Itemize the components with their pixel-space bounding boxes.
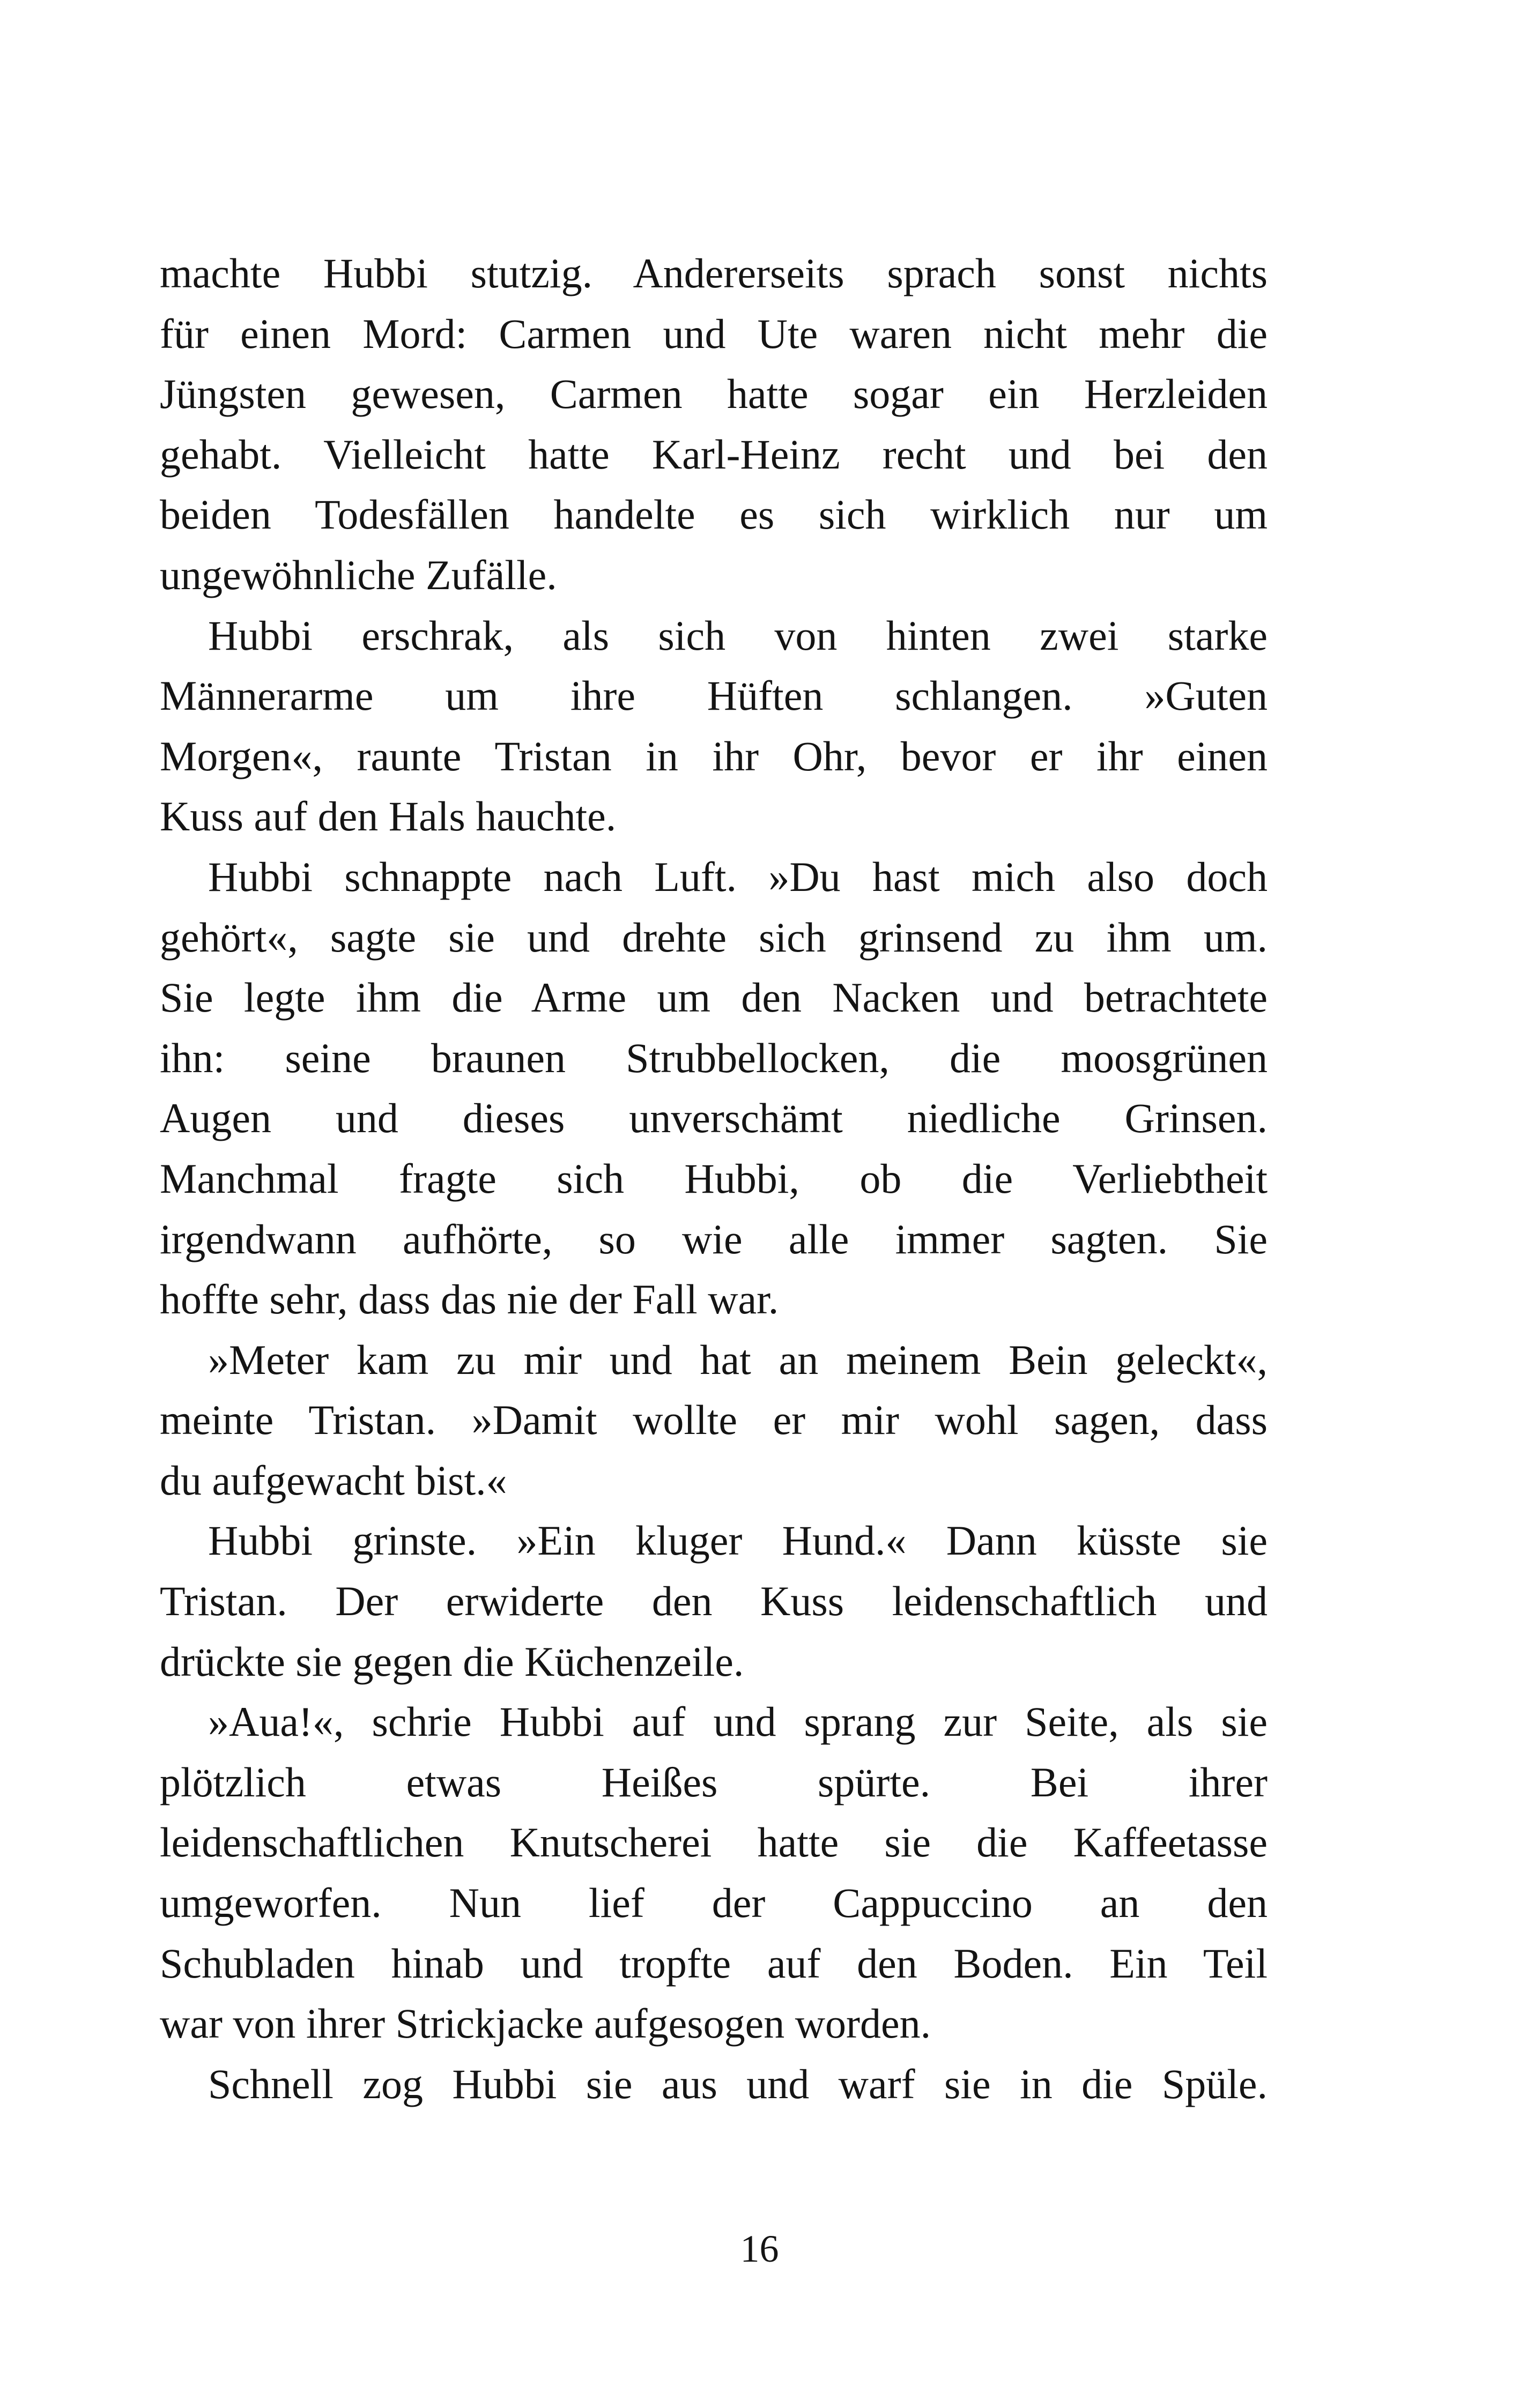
text-line: Manchmal fragte sich Hubbi, ob die Verliebtheit	[160, 1155, 1268, 1202]
text-line: Jüngsten gewesen, Carmen hatte sogar ein Herzleiden	[160, 370, 1268, 418]
text-line: Männerarme um ihre Hüften schlangen. »Guten	[160, 672, 1268, 719]
text-line: gehört«, sagte sie und drehte sich grinsend zu ihm um.	[160, 913, 1268, 961]
text-line: Sie legte ihm die Arme um den Nacken und betrachtete	[160, 974, 1268, 1021]
text-line: umgeworfen. Nun lief der Cappuccino an den	[160, 1879, 1268, 1927]
page-number: 16	[740, 2227, 779, 2270]
text-line: Morgen«, raunte Tristan in ihr Ohr, bevor er ihr einen	[160, 732, 1268, 779]
text-line: plötzlich etwas Heißes spürte. Bei ihrer	[160, 1758, 1268, 1805]
text-line: leidenschaftlichen Knutscherei hatte sie die Kaffeetasse	[160, 1819, 1268, 1866]
text-line: Tristan. Der erwiderte den Kuss leidenschaftlich und	[160, 1578, 1268, 1625]
paragraph	[160, 1511, 1268, 1692]
text-line: Hubbi schnappte nach Luft. »Du hast mich also doch	[208, 853, 1268, 900]
text-line: Augen und dieses unverschämt niedliche Grinsen.	[160, 1095, 1268, 1142]
text-line: du aufgewacht bist.«	[160, 1456, 507, 1504]
text-line: Hubbi grinste. »Ein kluger Hund.« Dann küsste sie	[208, 1517, 1268, 1564]
text-line: Kuss auf den Hals hauchte.	[160, 793, 617, 840]
text-line: ihn: seine braunen Strubbellocken, die moosgrünen	[160, 1034, 1268, 1081]
text-line: drückte sie gegen die Küchenzeile.	[160, 1638, 744, 1685]
text-line: »Meter kam zu mir und hat an meinem Bein geleckt«,	[208, 1336, 1268, 1383]
text-line: ungewöhnliche Zufälle.	[160, 551, 557, 598]
paragraph	[160, 243, 1268, 606]
text-line: Schubladen hinab und tropfte auf den Boden. Ein Teil	[160, 1939, 1268, 1987]
paragraph	[160, 2054, 1268, 2115]
paragraph	[160, 847, 1268, 1330]
paragraph	[160, 1330, 1268, 1511]
body-text	[160, 243, 1268, 2114]
text-line: Hubbi erschrak, als sich von hinten zwei starke	[208, 612, 1268, 659]
text-line: hoffte sehr, dass das nie der Fall war.	[160, 1276, 779, 1323]
text-line: gehabt. Vielleicht hatte Karl-Heinz recht und bei den	[160, 430, 1268, 478]
text-line: beiden Todesfällen handelte es sich wirklich nur um	[160, 491, 1268, 538]
text-line: war von ihrer Strickjacke aufgesogen worden.	[160, 2000, 931, 2047]
text-line: machte Hubbi stutzig. Andererseits sprach sonst nichts	[160, 250, 1268, 296]
paragraph	[160, 1692, 1268, 2054]
text-line: meinte Tristan. »Damit wollte er mir wohl sagen, dass	[160, 1396, 1268, 1444]
text-line: für einen Mord: Carmen und Ute waren nicht mehr die	[160, 310, 1268, 357]
text-line: Schnell zog Hubbi sie aus und warf sie in die Spüle.	[208, 2060, 1268, 2107]
paragraph	[160, 606, 1268, 847]
text-line: »Aua!«, schrie Hubbi auf und sprang zur Seite, als sie	[208, 1698, 1268, 1745]
text-line: irgendwann aufhörte, so wie alle immer sagten. Sie	[160, 1215, 1268, 1262]
